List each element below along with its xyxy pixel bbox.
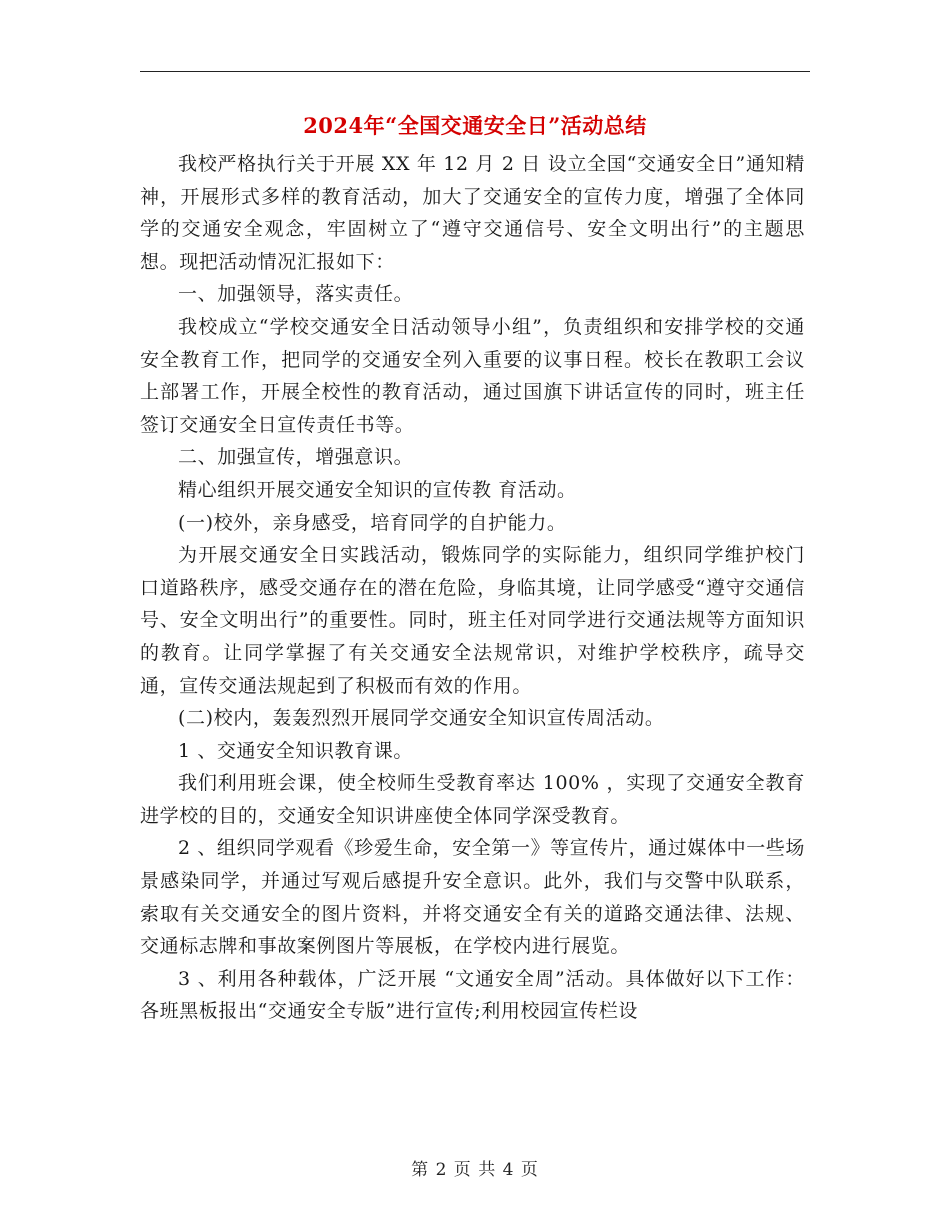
paragraph-class-meeting: 我们利用班会课，使全校师生受教育率达 100% ，实现了交通安全教育进学校的目的，交通安全知识讲座使全体同学深受教育。 [140,772,805,827]
subsection-heading-inside: (二)校内，轰轰烈烈开展同学交通安全知识宣传周活动。 [178,707,665,730]
subsection-heading-outside: (一)校外，亲身感受，培育同学的自护能力。 [178,511,567,534]
paragraph-publicity-intro: 精心组织开展交通安全知识的宣传教 育活动。 [178,478,577,501]
paragraph-leadership: 我校成立“学校交通安全日活动领导小组”，负责组织和安排学校的交通安全教育工作，把同学的交通安全列入重要的议事日程。校长在教职工会议上部署工作，开展全校性的教育活动，通过国旗下讲话宣传的同时，班主任签订交通安全日宣传责任书等。 [140,315,805,436]
header-rule [140,71,810,72]
page-footer: 第 2 页 共 4 页 [411,1160,539,1180]
document-title: 2024年“全国交通安全日”活动总结 [303,113,647,138]
paragraph-outside: 为开展交通安全日实践活动，锻炼同学的实际能力，组织同学维护校门口道路秩序，感受交通存在的潜在危险，身临其境，让同学感受“遵守交通信号、安全文明出行”的重要性。同时，班主任对同学进行交通法规等方面知识的教育。让同学掌握了有关交通安全法规常识，对维护学校秩序，疏导交通，宣传交通法规起到了积极而有效的作用。 [140,544,805,697]
list-item-2: 2 、组织同学观看《珍爱生命，安全第一》等宣传片，通过媒体中一些场景感染同学，并通过写观后感提升安全意识。此外，我们与交警中队联系，索取有关交通安全的图片资料，并将交通安全有关的道路交通法律、法规、交通标志牌和事故案例图片等展板，在学校内进行展览。 [140,837,805,958]
document-body [140,148,805,1028]
section-heading-leadership: 一、加强领导，落实责任。 [178,283,414,306]
list-item-3: 3 、利用各种载体，广泛开展 “文通安全周”活动。具体做好以下工作：各班黑板报出“交通安全专版”进行宣传;利用校园宣传栏设 [140,967,805,1023]
section-heading-publicity: 二、加强宣传，增强意识。 [178,446,414,469]
paragraph-intro: 我校严格执行关于开展 XX 年 12 月 2 日 设立全国“交通安全日”通知精神，开展形式多样的教育活动，加大了交通安全的宣传力度，增强了全体同学的交通安全观念，牢固树立了“遵守交通信号、安全文明出行”的主题思想。现把活动情况汇报如下： [140,153,805,273]
list-item-1-heading: 1 、交通安全知识教育课。 [178,739,413,762]
